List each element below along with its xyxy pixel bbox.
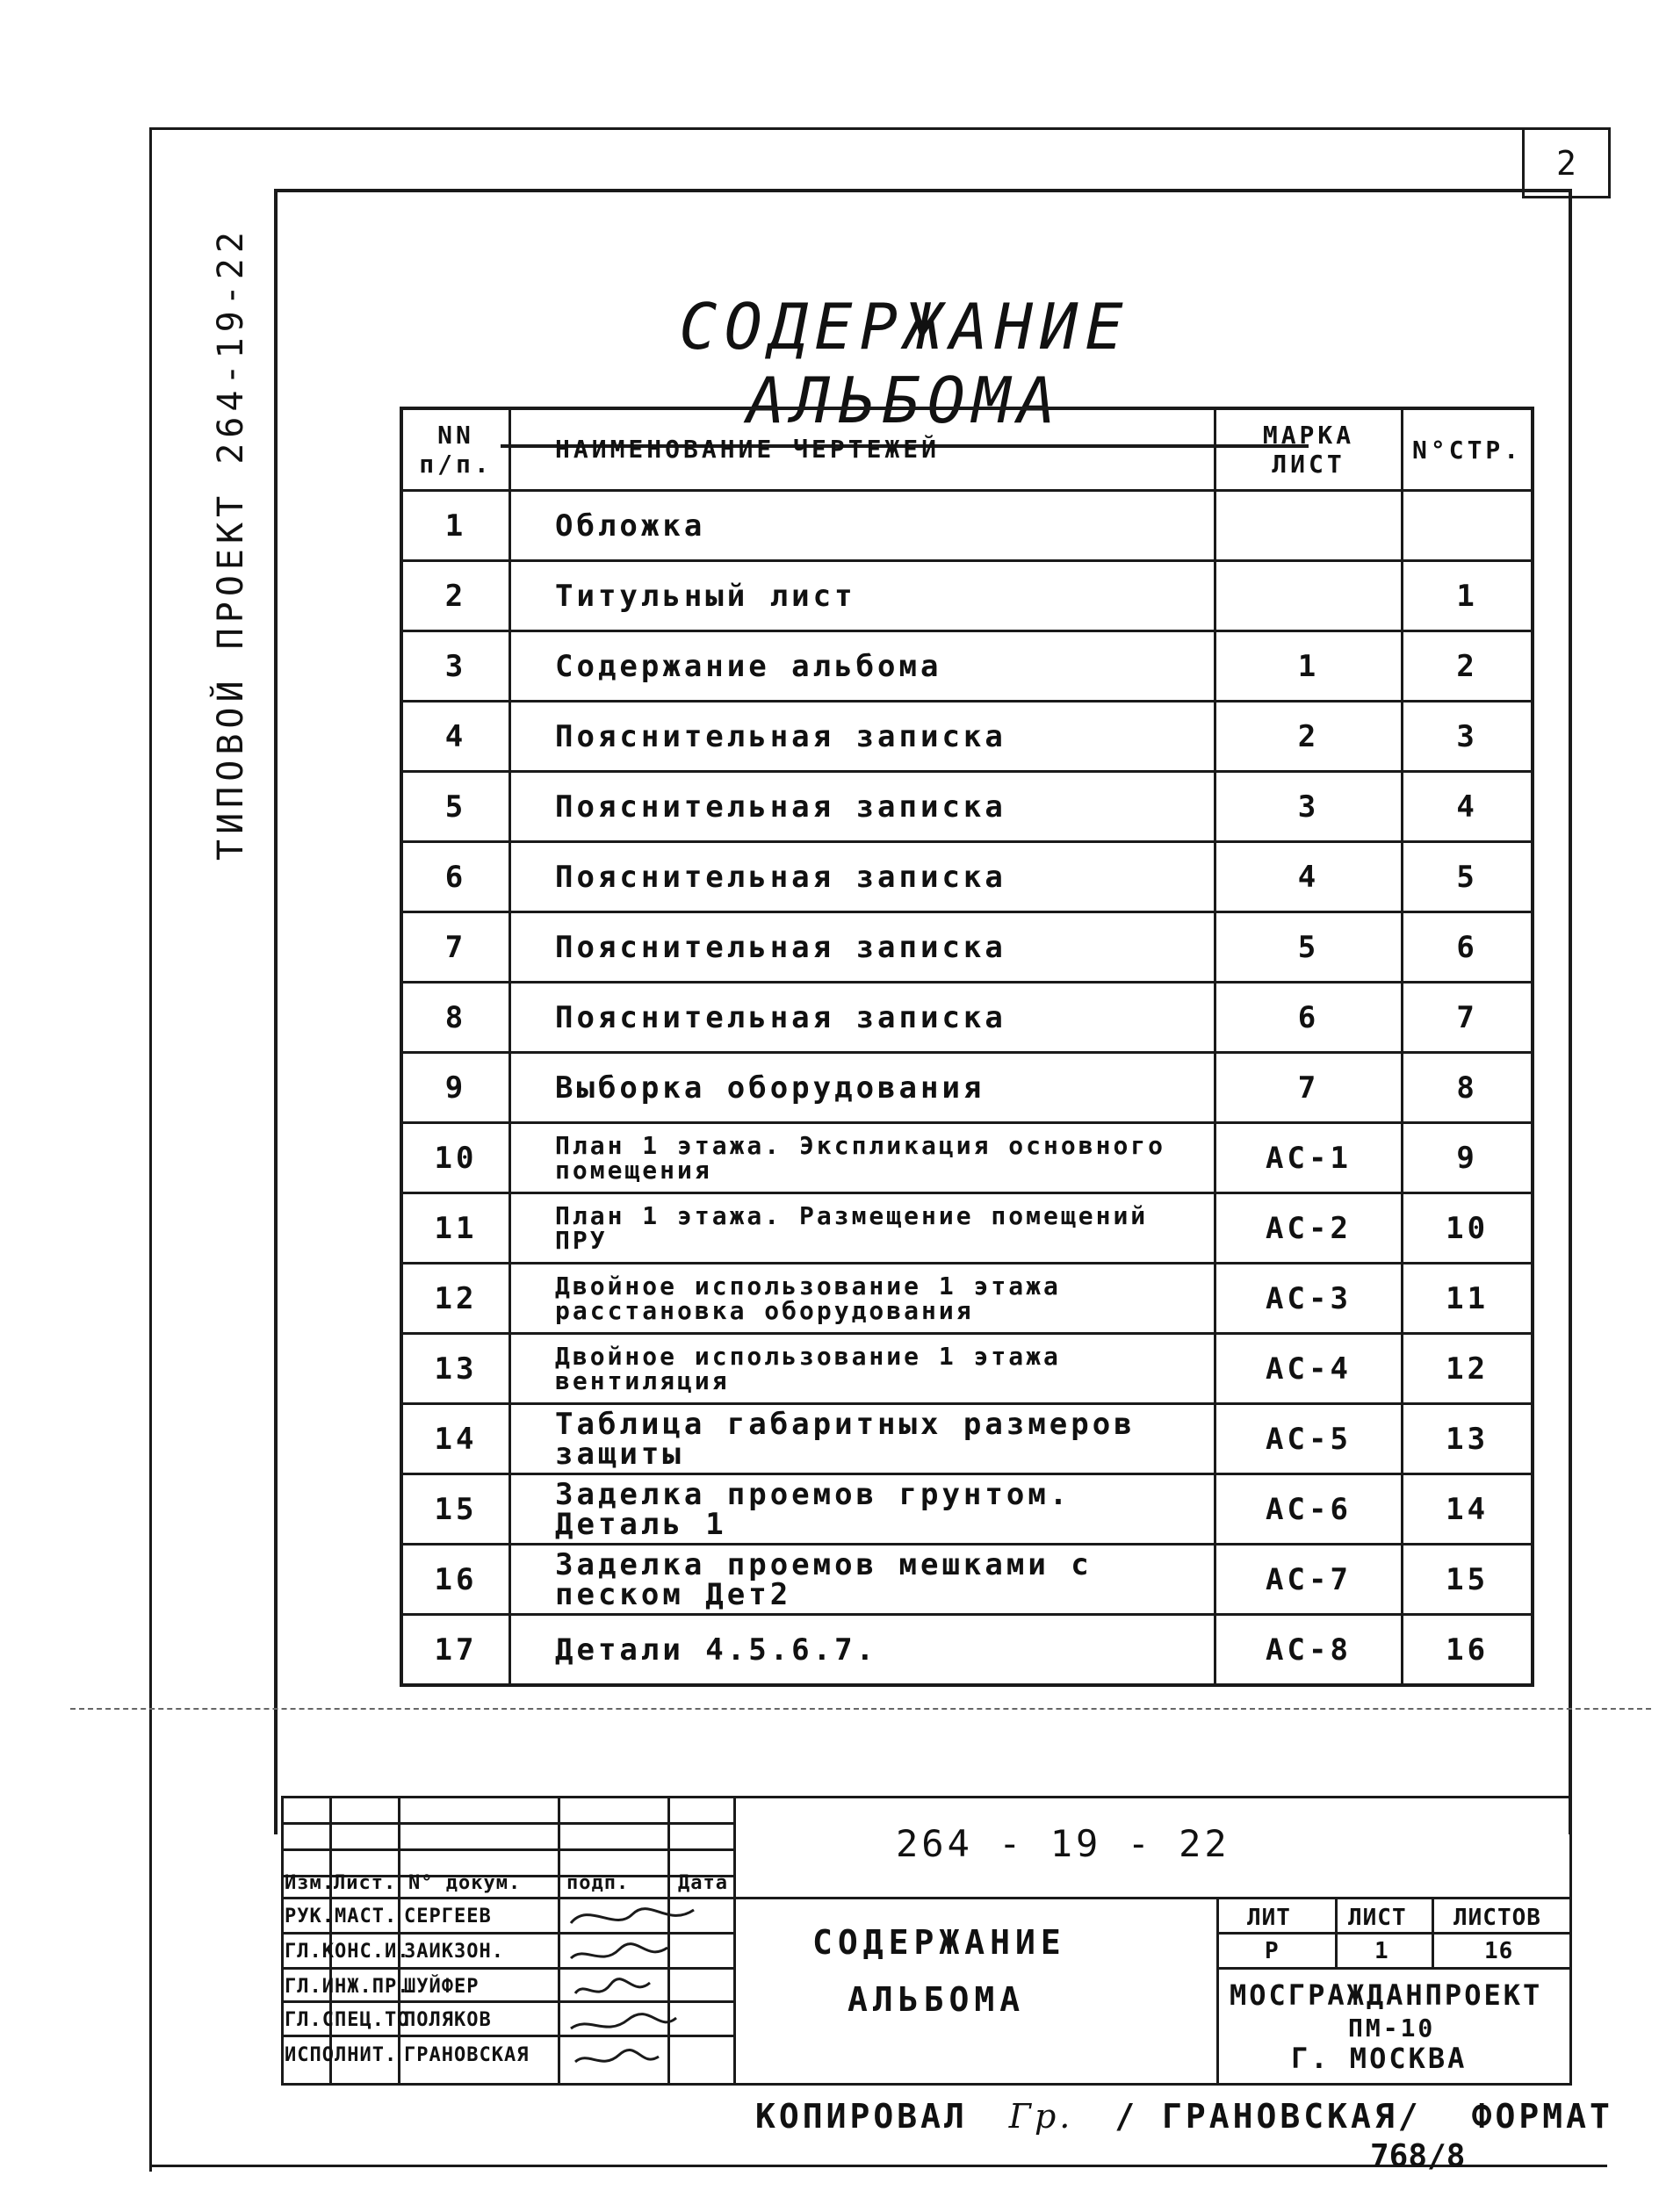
table-row (401, 561, 1533, 631)
header-sheet: МАРКА ЛИСТ (1215, 408, 1403, 491)
copied-name: / ГРАНОВСКАЯ/ (1114, 2097, 1422, 2136)
table-row (401, 983, 1533, 1053)
signatures-drawing (562, 1897, 729, 2081)
lists-value: 16 (1484, 1938, 1514, 1964)
row-number: 12 (401, 1264, 510, 1334)
row-page-number: 11 (1403, 1264, 1533, 1334)
header-num: NN п/п. (401, 408, 510, 491)
row-page-number: 1 (1403, 561, 1533, 631)
row-number: 3 (401, 631, 510, 702)
tb-header-sheet: Лист. (334, 1872, 397, 1894)
row-sheet-mark: АС-6 (1215, 1474, 1403, 1545)
footer-copy-line (755, 2097, 1613, 2136)
row-page-number: 15 (1403, 1545, 1533, 1615)
row-drawing-name: Заделка проемов мешками с песком Дет2 (510, 1545, 1215, 1615)
tb-header-date: Дата (678, 1872, 728, 1894)
row-sheet-mark: 3 (1215, 772, 1403, 842)
row-page-number: 6 (1403, 912, 1533, 983)
side-label: ТИПОВОЙ ПРОЕКТ 264-19-22 (211, 227, 251, 861)
row-drawing-name: Содержание альбома (510, 631, 1215, 702)
tb-role: РУК.МАСТ. (285, 1906, 398, 1927)
org-city: Г. МОСКВА (1291, 2042, 1468, 2075)
row-sheet-mark: АС-1 (1215, 1123, 1403, 1193)
list-label: ЛИСТ (1348, 1905, 1407, 1931)
row-page-number: 9 (1403, 1123, 1533, 1193)
tb-divider (398, 1796, 400, 2083)
row-number: 6 (401, 842, 510, 912)
row-sheet-mark: 7 (1215, 1053, 1403, 1123)
table-header-row (401, 408, 1533, 491)
row-drawing-name: Обложка (510, 491, 1215, 561)
row-number: 7 (401, 912, 510, 983)
doc-name-line1: СОДЕРЖАНИЕ (812, 1923, 1066, 1962)
row-drawing-name: Таблица габаритных размеров защиты (510, 1404, 1215, 1474)
row-number: 15 (401, 1474, 510, 1545)
tb-person: ГРАНОВСКАЯ (404, 2044, 530, 2066)
tb-role: ИСПОЛНИТ. (285, 2044, 398, 2066)
row-page-number: 5 (1403, 842, 1533, 912)
row-page-number: 4 (1403, 772, 1533, 842)
row-page-number: 2 (1403, 631, 1533, 702)
table-row (401, 1474, 1533, 1545)
tb-person: ШУЙФЕР (404, 1976, 480, 1998)
copied-label: КОПИРОВАЛ (755, 2097, 968, 2136)
page-number (1522, 127, 1611, 198)
tb-divider (329, 1796, 332, 2083)
row-number: 2 (401, 561, 510, 631)
row-page-number: 7 (1403, 983, 1533, 1053)
doc-name-line2: АЛЬБОМА (848, 1980, 1026, 2019)
row-sheet-mark: АС-5 (1215, 1404, 1403, 1474)
row-sheet-mark: 5 (1215, 912, 1403, 983)
row-number: 8 (401, 983, 510, 1053)
row-page-number: 12 (1403, 1334, 1533, 1404)
row-number: 11 (401, 1193, 510, 1264)
lit-label: ЛИТ (1247, 1905, 1291, 1931)
format-label: ФОРМАТ (1471, 2097, 1613, 2136)
row-drawing-name: Двойное использование 1 этажа вентиляция (510, 1334, 1215, 1404)
row-sheet-mark: 1 (1215, 631, 1403, 702)
project-code: 264 - 19 - 22 (896, 1822, 1230, 1865)
row-drawing-name: Детали 4.5.6.7. (510, 1615, 1215, 1686)
table-row (401, 702, 1533, 772)
row-sheet-mark (1215, 491, 1403, 561)
tb-role: ГЛ.СПЕЦ.ТО (285, 2009, 410, 2031)
row-drawing-name: Заделка проемов грунтом. Деталь 1 (510, 1474, 1215, 1545)
tb-person: ПОЛЯКОВ (404, 2009, 492, 2031)
row-sheet-mark (1215, 561, 1403, 631)
row-sheet-mark: АС-8 (1215, 1615, 1403, 1686)
lit-value: Р (1265, 1938, 1280, 1964)
row-number: 10 (401, 1123, 510, 1193)
contents-body (401, 491, 1533, 1686)
copied-signature: Гр. (1008, 2097, 1074, 2136)
row-drawing-name: План 1 этажа. Экспликация основного помещения (510, 1123, 1215, 1193)
tb-person: ЗАИКЗОН. (404, 1941, 504, 1963)
row-number: 16 (401, 1545, 510, 1615)
row-number: 14 (401, 1404, 510, 1474)
row-number: 9 (401, 1053, 510, 1123)
table-row (401, 1545, 1533, 1615)
tb-divider (281, 1848, 736, 1851)
tb-header-doc: N° докум. (408, 1872, 522, 1894)
lists-label: ЛИСТОВ (1453, 1905, 1541, 1931)
tb-divider (1216, 1932, 1569, 1935)
header-page: N°СТР. (1403, 408, 1533, 491)
row-number: 1 (401, 491, 510, 561)
row-number: 5 (401, 772, 510, 842)
row-sheet-mark: 2 (1215, 702, 1403, 772)
table-row (401, 1334, 1533, 1404)
table-row (401, 1615, 1533, 1686)
tb-role: ГЛ.КОНС.И. (285, 1941, 410, 1963)
row-drawing-name: Пояснительная записка (510, 842, 1215, 912)
list-value: 1 (1374, 1938, 1389, 1964)
tb-header-sign: подп. (566, 1872, 630, 1894)
row-page-number: 3 (1403, 702, 1533, 772)
tb-divider (1216, 1967, 1569, 1970)
title-block (281, 1796, 1572, 2086)
tb-header-change: Изм. (285, 1872, 335, 1894)
row-number: 4 (401, 702, 510, 772)
tb-divider (733, 1796, 736, 2083)
row-page-number: 13 (1403, 1404, 1533, 1474)
tb-divider (558, 1796, 560, 2083)
table-row (401, 1404, 1533, 1474)
row-sheet-mark: АС-3 (1215, 1264, 1403, 1334)
row-number: 17 (401, 1615, 510, 1686)
table-row (401, 491, 1533, 561)
table-row (401, 1123, 1533, 1193)
row-drawing-name: Выборка оборудования (510, 1053, 1215, 1123)
table-row (401, 1264, 1533, 1334)
page-title: СОДЕРЖАНИЕ АЛЬБОМА (501, 290, 1309, 448)
fold-line (70, 1708, 1651, 1710)
row-sheet-mark: 6 (1215, 983, 1403, 1053)
tb-role: ГЛ.ИНЖ.ПР. (285, 1976, 410, 1998)
row-drawing-name: План 1 этажа. Размещение помещений ПРУ (510, 1193, 1215, 1264)
tb-person: СЕРГЕЕВ (404, 1906, 492, 1927)
row-sheet-mark: АС-4 (1215, 1334, 1403, 1404)
org-name: МОСГРАЖДАНПРОЕКТ (1230, 1978, 1543, 2012)
table-row (401, 772, 1533, 842)
tb-divider (281, 1897, 1569, 1899)
format-code: 768/8 (1370, 2138, 1466, 2174)
row-sheet-mark: 4 (1215, 842, 1403, 912)
contents-table (400, 407, 1534, 1687)
tb-divider (1216, 1897, 1219, 2083)
row-page-number (1403, 491, 1533, 561)
table-row (401, 912, 1533, 983)
row-page-number: 16 (1403, 1615, 1533, 1686)
row-sheet-mark: АС-7 (1215, 1545, 1403, 1615)
table-row (401, 631, 1533, 702)
row-page-number: 10 (1403, 1193, 1533, 1264)
tb-divider (281, 1822, 736, 1825)
header-name: НАИМЕНОВАНИЕ ЧЕРТЕЖЕЙ (510, 408, 1215, 491)
table-row (401, 842, 1533, 912)
row-page-number: 8 (1403, 1053, 1533, 1123)
page-number-text: 2 (1556, 143, 1576, 183)
row-sheet-mark: АС-2 (1215, 1193, 1403, 1264)
row-number: 13 (401, 1334, 510, 1404)
row-drawing-name: Двойное использование 1 этажа расстановка оборудования (510, 1264, 1215, 1334)
org-department: ПМ-10 (1348, 2014, 1436, 2043)
table-row (401, 1053, 1533, 1123)
row-drawing-name: Пояснительная записка (510, 702, 1215, 772)
row-drawing-name: Пояснительная записка (510, 912, 1215, 983)
row-drawing-name: Пояснительная записка (510, 772, 1215, 842)
row-drawing-name: Титульный лист (510, 561, 1215, 631)
row-page-number: 14 (1403, 1474, 1533, 1545)
table-row (401, 1193, 1533, 1264)
row-drawing-name: Пояснительная записка (510, 983, 1215, 1053)
